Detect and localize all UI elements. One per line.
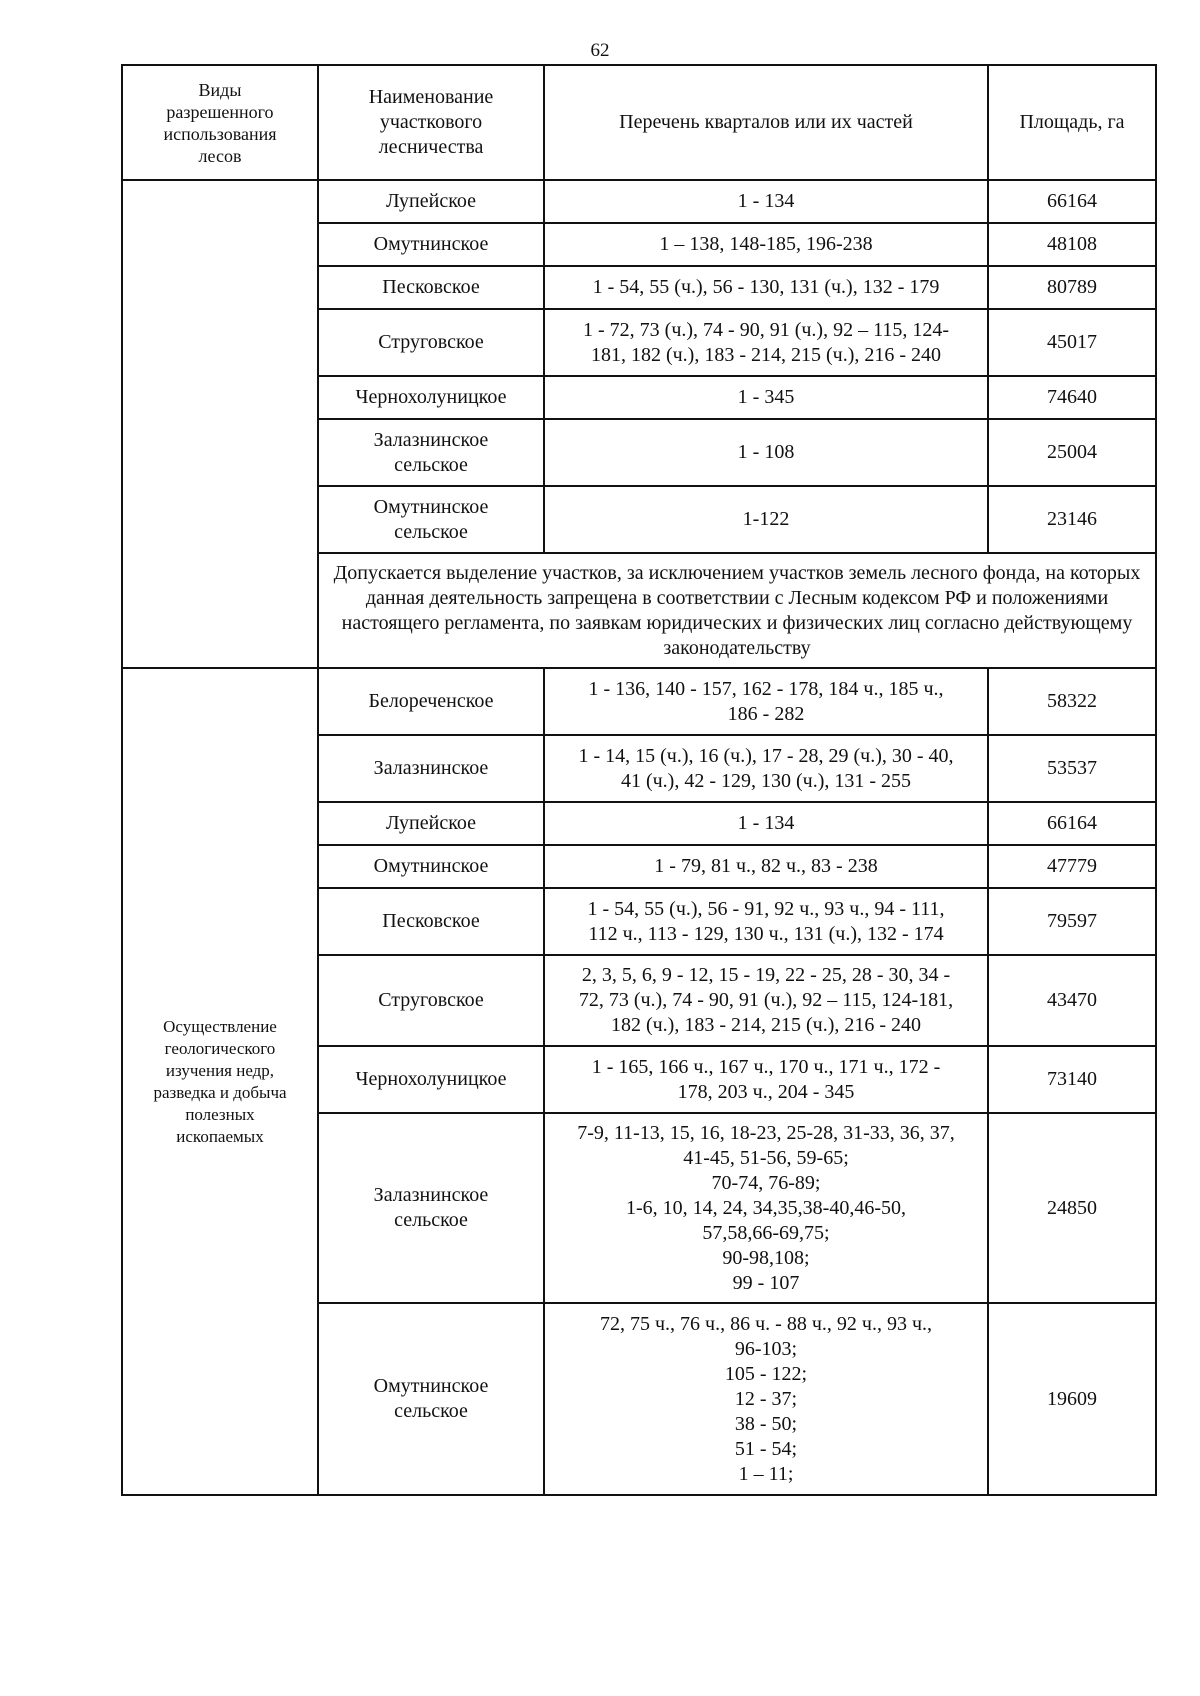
forestry-cell [318,223,544,266]
text-line: Осуществление [163,1016,277,1036]
text-line: 90-98,108; [722,1246,810,1269]
text-line: 112 ч., 113 - 129, 130 ч., 131 (ч.), 132 - 174 [588,922,944,945]
area-cell: 74640 [988,376,1156,419]
text-line: разрешенного [166,101,274,122]
text-line: Песковское [382,276,480,298]
text-line: сельское [394,1400,468,1422]
forestry-cell [318,266,544,309]
forestry-cell [318,802,544,845]
quarters-cell [544,266,988,309]
text-line: 7-9, 11-13, 15, 16, 18-23, 25-28, 31-33, 36, 37, [577,1121,955,1144]
area-cell: 66164 [988,802,1156,845]
quarters-cell [544,309,988,376]
note-text: Допускается выделение участков, за исключением участков земель лесного фонда, на которых данная деятельность запрещена в соответствии с Лесным кодексом РФ и положениями настоящего регламента, по заявкам юридических и физических лиц согласно действующему законодательству [318,553,1156,668]
text-line: разведка и добыча [153,1082,287,1102]
text-line: лесничества [378,136,484,158]
text-line: Наименование [368,86,494,108]
text-line: 1 - 14, 15 (ч.), 16 (ч.), 17 - 28, 29 (ч.), 30 - 40, [578,744,954,767]
use-type-cell [122,668,318,1495]
header-forestry [318,65,544,180]
text-line: использования [163,123,277,144]
text-line: 1 – 11; [738,1462,794,1485]
forestry-cell [318,1303,544,1495]
text-line: Омутнинское [373,1375,489,1397]
forestry-cell [318,1046,544,1113]
text-line: 1-122 [742,508,790,530]
text-line: сельское [394,520,468,543]
quarters-cell [544,180,988,223]
text-line: Лупейское [385,812,477,834]
area-cell: 48108 [988,223,1156,266]
quarters-cell [544,223,988,266]
quarters-cell [544,845,988,888]
area-cell: 43470 [988,955,1156,1046]
text-line: участкового [379,111,483,133]
area-cell: 58322 [988,668,1156,735]
text-line: 1 – 138, 148-185, 196-238 [659,233,873,255]
table-header-row [122,65,1156,180]
quarters-cell [544,1046,988,1113]
text-line: 1-6, 10, 14, 24, 34,35,38-40,46-50, [626,1196,906,1219]
quarters-cell [544,888,988,955]
table-row [122,180,1156,223]
quarters-cell [544,1113,988,1303]
quarters-cell [544,668,988,735]
quarters-cell [544,486,988,553]
text-line: ископаемых [176,1126,264,1146]
forestry-cell [318,955,544,1046]
area-cell: 73140 [988,1046,1156,1113]
text-line: 72, 75 ч., 76 ч., 86 ч. - 88 ч., 92 ч., 93 ч., [599,1312,932,1335]
text-line: 1 - 134 [737,190,795,212]
text-line: 1 - 79, 81 ч., 82 ч., 83 - 238 [654,855,878,877]
text-line: 99 - 107 [732,1271,800,1294]
text-line: 1 - 54, 55 (ч.), 56 - 91, 92 ч., 93 ч., 94 - 111, [587,897,945,920]
text-line: сельское [394,1209,468,1231]
area-cell: 79597 [988,888,1156,955]
page-number: 62 [590,40,610,61]
forestry-cell [318,668,544,735]
text-line: Песковское [382,910,480,932]
text-line: Омутнинское [373,495,489,518]
text-line: Струговское [378,989,484,1011]
area-cell: 23146 [988,486,1156,553]
text-line: Залазнинское [373,428,489,451]
text-line: Залазнинское [373,1184,489,1206]
use-type-cell [122,180,318,668]
text-line: 1 - 134 [737,812,795,834]
quarters-cell [544,1303,988,1495]
text-line: 1 - 72, 73 (ч.), 74 - 90, 91 (ч.), 92 – 115, 124- [583,318,949,341]
text-line: геологического [164,1038,276,1058]
forestry-cell [318,376,544,419]
quarters-cell [544,376,988,419]
text-line: 70-74, 76-89; [711,1171,821,1194]
text-line: 57,58,66-69,75; [702,1221,830,1244]
forestry-cell [318,1113,544,1303]
text-line: 12 - 37; [734,1387,798,1410]
text-line: 186 - 282 [727,702,805,725]
text-line: Струговское [378,331,484,353]
text-line: лесов [198,145,242,166]
header-quarters: Перечень кварталов или их частей [544,65,988,180]
area-cell: 66164 [988,180,1156,223]
text-line: 1 - 108 [737,441,795,463]
text-line: полезных [185,1104,255,1124]
text-line: Омутнинское [373,855,489,877]
area-cell: 19609 [988,1303,1156,1495]
text-line: Чернохолуницкое [355,386,507,408]
header-area: Площадь, га [988,65,1156,180]
area-cell: 24850 [988,1113,1156,1303]
text-line: Чернохолуницкое [355,1068,507,1090]
text-line: 105 - 122; [724,1362,808,1385]
text-line: 72, 73 (ч.), 74 - 90, 91 (ч.), 92 – 115, 124-181, [578,989,954,1011]
area-cell: 53537 [988,735,1156,802]
text-line: 1 - 345 [737,386,795,408]
quarters-cell [544,419,988,486]
text-line: 51 - 54; [734,1437,798,1460]
text-line: 41 (ч.), 42 - 129, 130 (ч.), 131 - 255 [620,769,912,792]
text-line: 41-45, 51-56, 59-65; [683,1146,849,1169]
forestry-cell [318,735,544,802]
quarters-cell [544,802,988,845]
text-line: сельское [394,453,468,476]
text-line: 96-103; [734,1337,798,1360]
text-line: Лупейское [385,190,477,212]
text-line: 182 (ч.), 183 - 214, 215 (ч.), 216 - 240 [610,1014,922,1036]
forest-use-table [121,64,1157,1496]
text-line: Виды [198,79,242,100]
text-line: 2, 3, 5, 6, 9 - 12, 15 - 19, 22 - 25, 28 - 30, 34 - [581,964,951,986]
text-line: Белореченское [368,690,494,712]
forestry-cell [318,888,544,955]
area-cell: 80789 [988,266,1156,309]
text-line: 181, 182 (ч.), 183 - 214, 215 (ч.), 216 - 240 [590,343,942,366]
forestry-cell [318,419,544,486]
forestry-cell [318,486,544,553]
quarters-cell [544,735,988,802]
text-line: изучения недр, [165,1060,275,1080]
text-line: Омутнинское [373,233,489,255]
quarters-cell [544,955,988,1046]
area-cell: 47779 [988,845,1156,888]
text-line: 1 - 54, 55 (ч.), 56 - 130, 131 (ч.), 132 - 179 [592,276,940,298]
text-line: Залазнинское [373,757,489,779]
text-line: 1 - 165, 166 ч., 167 ч., 170 ч., 171 ч., 172 - [591,1055,941,1078]
forestry-cell [318,180,544,223]
forestry-cell [318,309,544,376]
table-row [122,668,1156,735]
area-cell: 25004 [988,419,1156,486]
text-line: 1 - 136, 140 - 157, 162 - 178, 184 ч., 185 ч., [588,677,944,700]
area-cell: 45017 [988,309,1156,376]
header-use-type [122,65,318,180]
forestry-cell [318,845,544,888]
text-line: 178, 203 ч., 204 - 345 [677,1080,855,1103]
text-line: 38 - 50; [734,1412,798,1435]
